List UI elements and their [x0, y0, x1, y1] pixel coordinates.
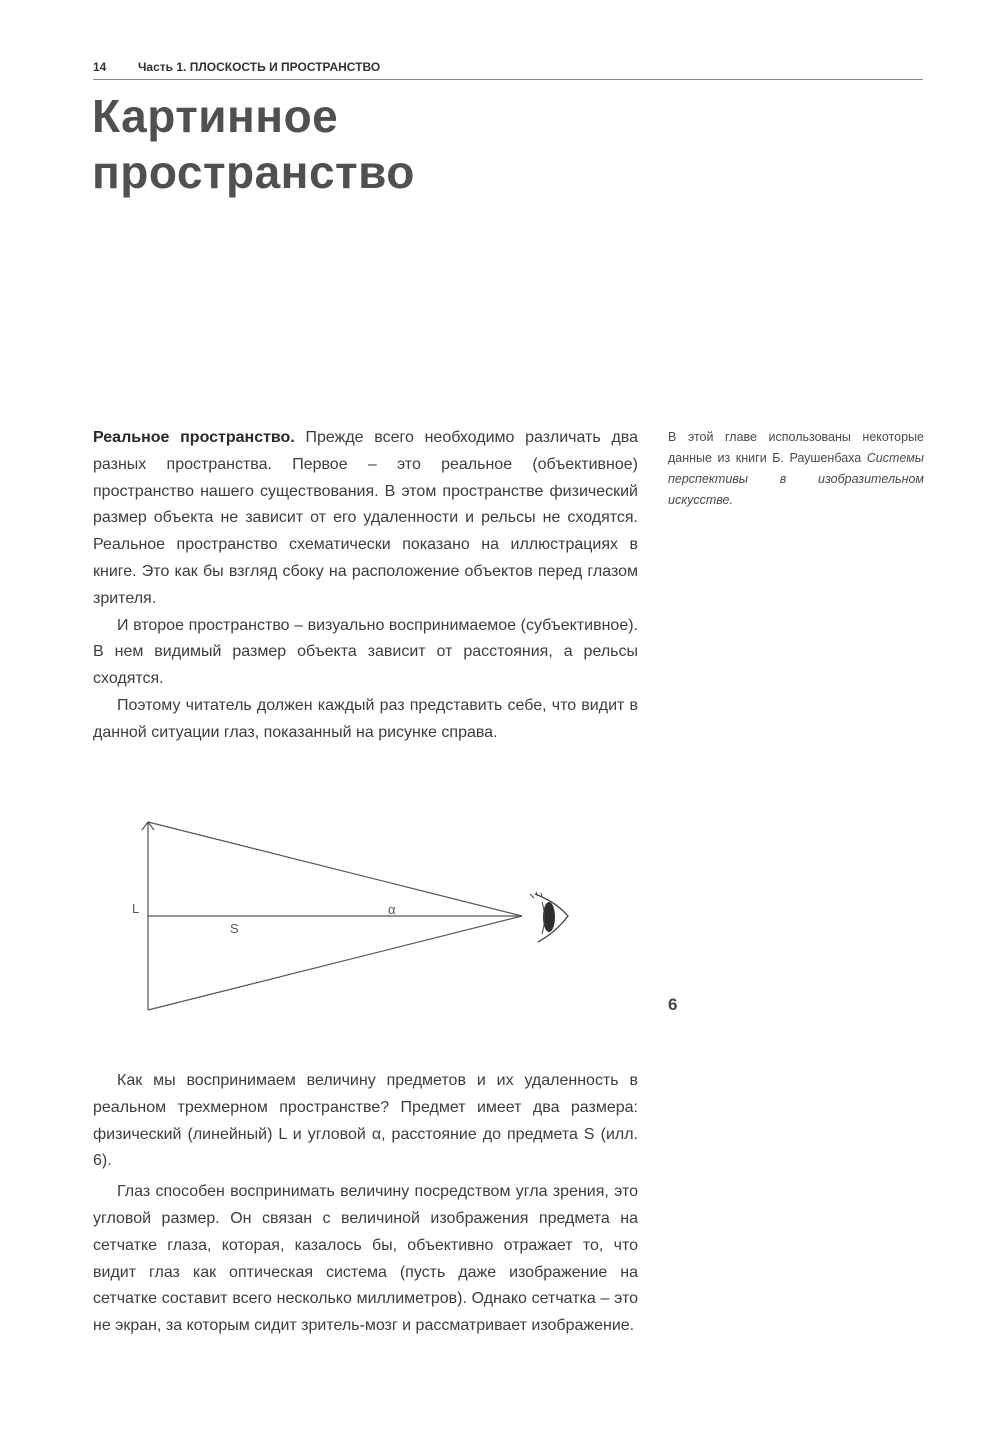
running-header	[93, 60, 923, 80]
chapter-title-line-2: пространство	[92, 146, 415, 198]
chapter-title	[92, 88, 415, 200]
paragraph-3: Поэтому читатель должен каждый раз представить себе, что видит в данной ситуации глаз, показанный на рисунке справа.	[93, 696, 638, 741]
lower-ray	[148, 916, 522, 1010]
paragraph-2: И второе пространство – визуально воспринимаемое (субъективное). В нем видимый размер объекта зависит от расстояния, а рельсы сходятся.	[93, 616, 638, 688]
label-S: S	[230, 921, 239, 936]
paragraph-1-lead: Реальное пространство.	[93, 429, 295, 446]
paragraph-5: Глаз способен воспринимать величину посредством угла зрения, это угловой размер. Он связан с величиной изображения предмета на сетчатке глаза, которая, казалось бы, объективно отражает то, что видит глаз как оптическая система (пусть даже изображение на сетчатке составит всего несколько миллиметров). Однако сетчатка – это не экран, за которым сидит зритель-мозг и рассматривает изображение.	[93, 1183, 638, 1335]
paragraph-1	[93, 425, 638, 613]
page-number: 14	[93, 60, 107, 74]
eye-icon	[530, 892, 568, 942]
visual-angle-diagram	[120, 810, 590, 1020]
margin-note-text: В этой главе использованы некоторые данные из книги Б. Раушенбаха	[668, 430, 924, 465]
main-text-top	[93, 425, 638, 747]
margin-note-book-title: Системы перспективы в изобразительном искусстве.	[668, 451, 924, 507]
label-L: L	[132, 901, 140, 916]
figure-6-diagram	[120, 810, 590, 1025]
paragraph-1-body: Прежде всего необходимо различать два разных пространства. Первое – это реальное (объективное) пространство нашего существования. В этом пространстве физический размер объекта не зависит от его удаленности и рельсы не сходятся. Реальное пространство схематически показано на иллюстрациях в книге. Это как бы взгляд сбоку на расположение объектов перед глазом зрителя.	[93, 429, 638, 607]
margin-note	[668, 427, 924, 511]
label-alpha: α	[388, 902, 396, 917]
main-text-bottom	[93, 1068, 638, 1340]
chapter-title-line-1: Картинное	[92, 90, 339, 142]
paragraph-4: Как мы воспринимаем величину предметов и их удаленность в реальном трехмерном пространстве? Предмет имеет два размера: физический (линейный) L и угловой α, расстояние до предмета S (илл. 6).	[93, 1072, 638, 1170]
figure-number: 6	[668, 995, 678, 1014]
upper-ray	[148, 822, 522, 916]
section-title: Часть 1. ПЛОСКОСТЬ И ПРОСТРАНСТВО	[138, 60, 381, 74]
